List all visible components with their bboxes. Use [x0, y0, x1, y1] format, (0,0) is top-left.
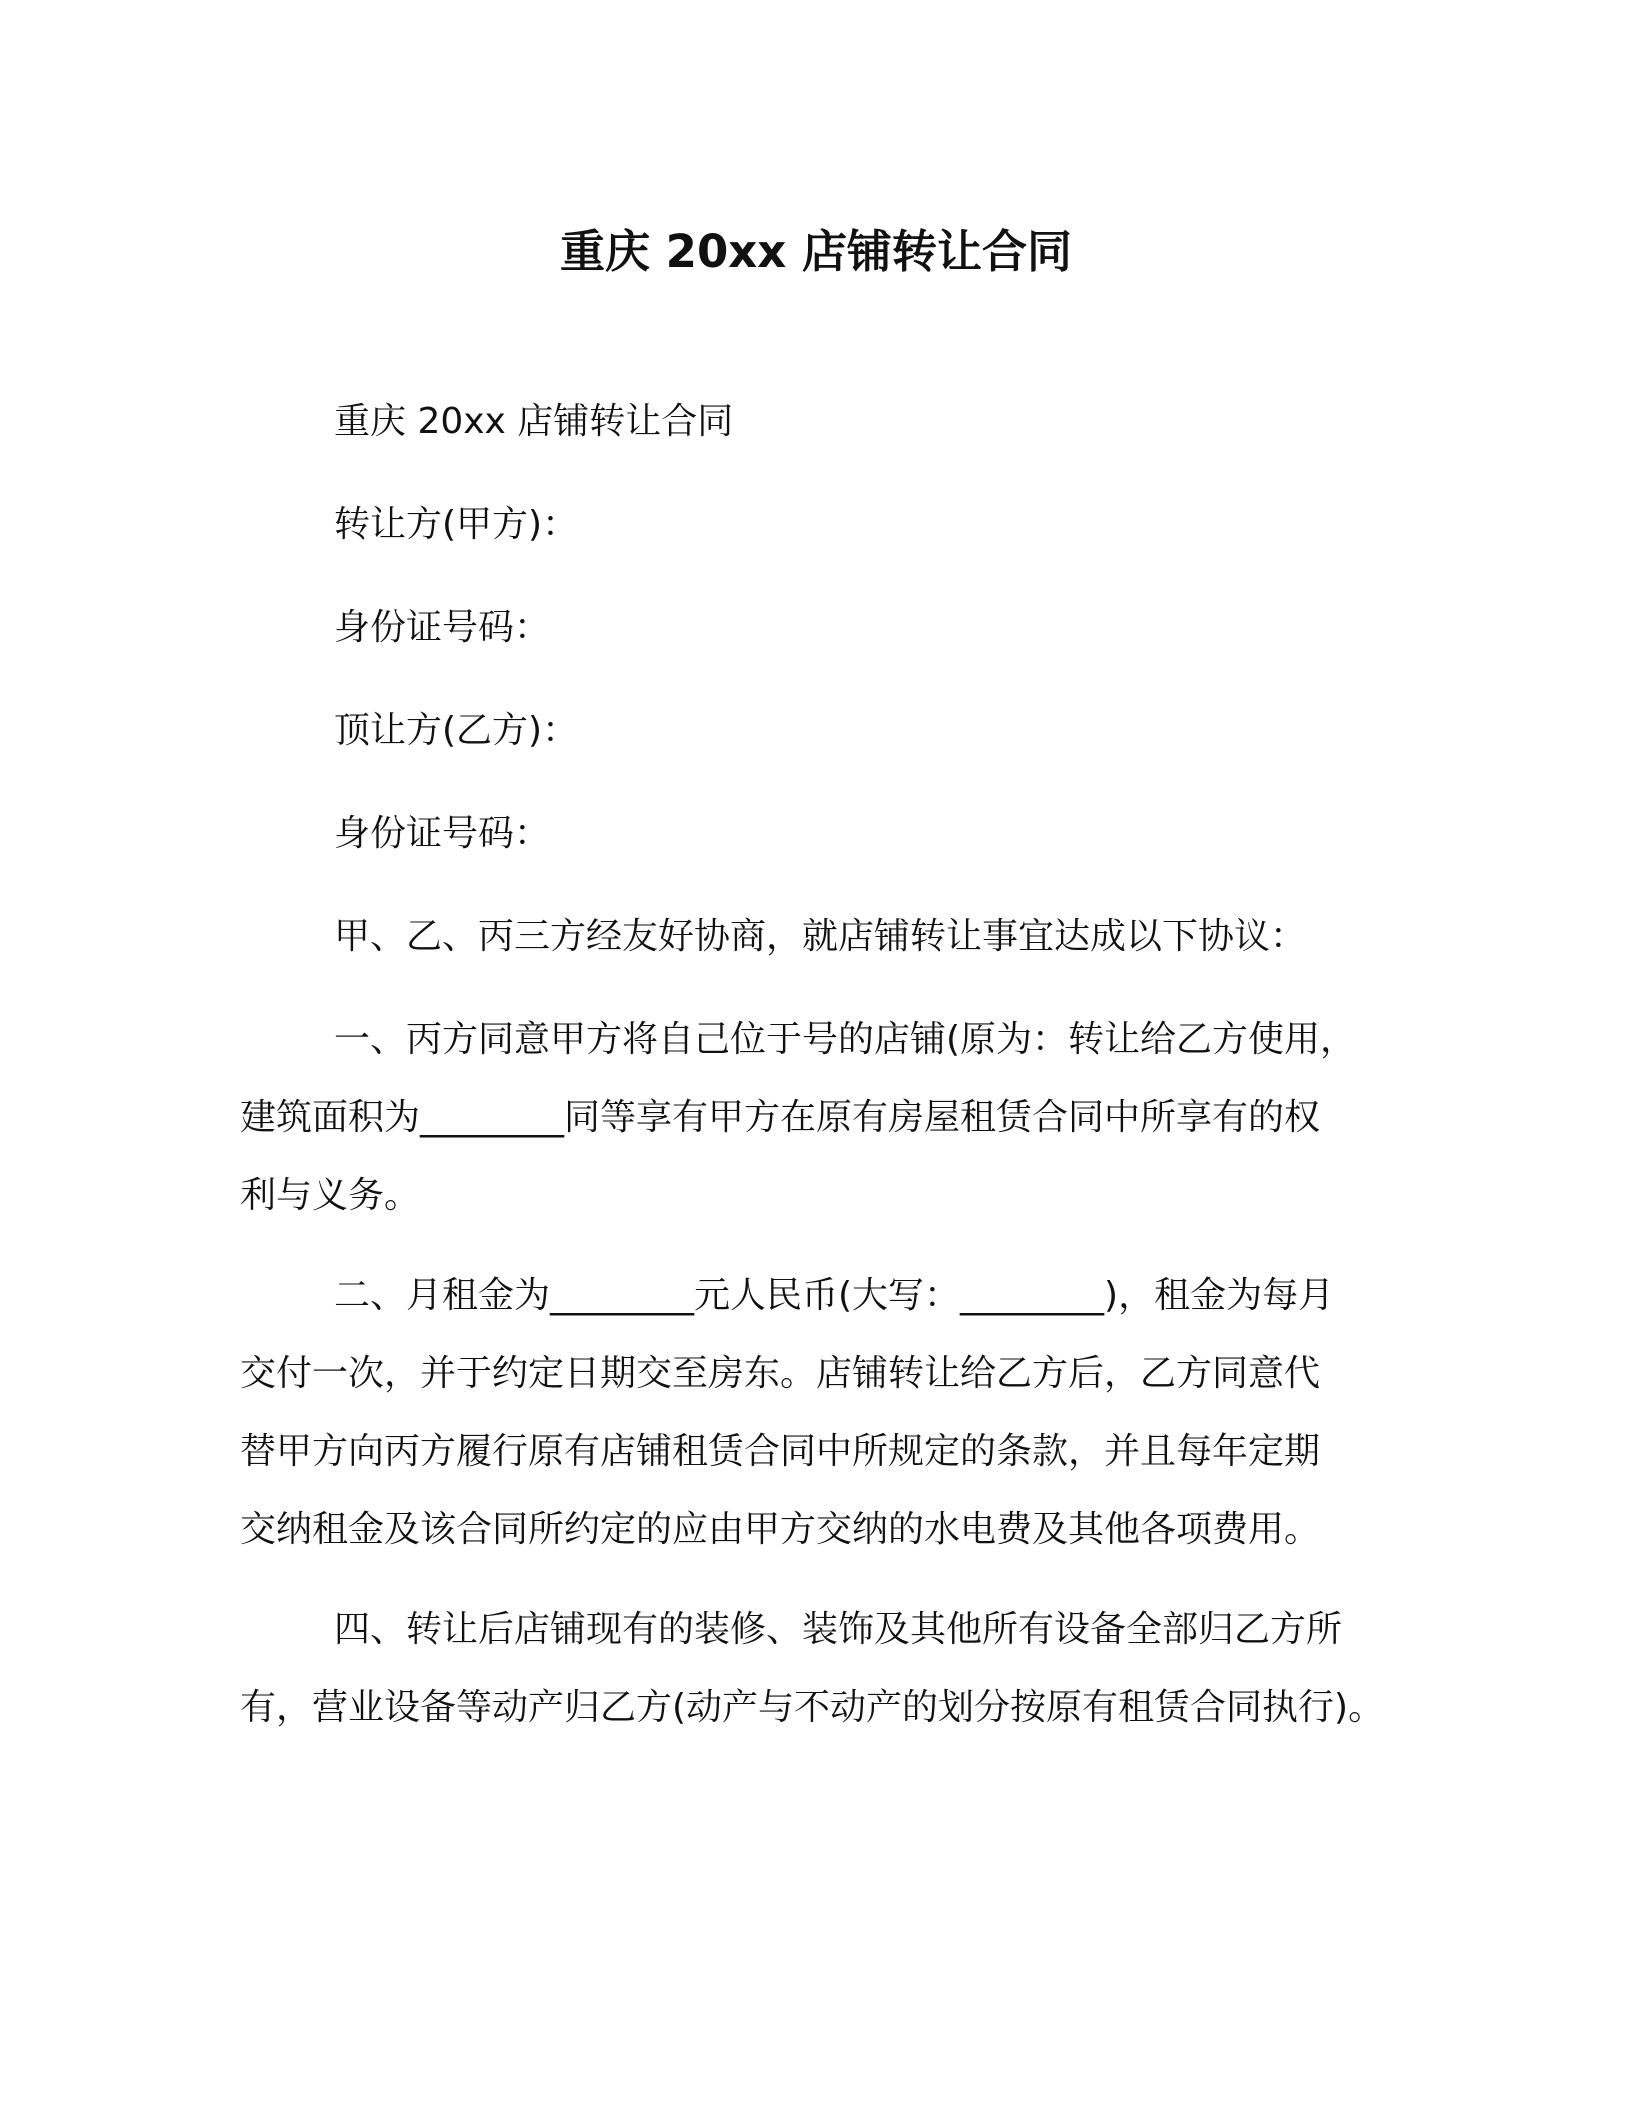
- transferor-field: 转让方(甲方)：: [334, 504, 579, 545]
- clause-2-line: 交付一次，并于约定日期交至房东。店铺转让给乙方后，乙方同意代: [240, 1353, 1321, 1394]
- transferor-id-field: 身份证号码：: [334, 607, 551, 648]
- clause-2-line: 交纳租金及该合同所约定的应由甲方交纳的水电费及其他各项费用。: [240, 1509, 1321, 1550]
- clause-1-line: 建筑面积为________同等享有甲方在原有房屋租赁合同中所享有的权: [240, 1097, 1321, 1138]
- clause-4-line: 四、转让后店铺现有的装修、装饰及其他所有设备全部归乙方所: [334, 1609, 1343, 1650]
- intro-paragraph: 甲、乙、丙三方经友好协商，就店铺转让事宜达成以下协议：: [334, 916, 1307, 957]
- document-title: 重庆 20xx 店铺转让合同: [559, 225, 1072, 278]
- clause-1-line: 利与义务。: [240, 1175, 421, 1216]
- clause-1-line: 一、丙方同意甲方将自己位于号的店铺(原为：转让给乙方使用，: [334, 1019, 1357, 1060]
- clause-2-line: 替甲方向丙方履行原有店铺租赁合同中所规定的条款，并且每年定期: [240, 1431, 1321, 1472]
- clause-4-line: 有，营业设备等动产归乙方(动产与不动产的划分按原有租赁合同执行)。: [240, 1687, 1385, 1728]
- document-subtitle: 重庆 20xx 店铺转让合同: [334, 401, 734, 442]
- clause-2-line: 二、月租金为________元人民币(大写：________)，租金为每月: [334, 1275, 1335, 1316]
- transferee-field: 顶让方(乙方)：: [334, 710, 579, 751]
- transferee-id-field: 身份证号码：: [334, 813, 551, 854]
